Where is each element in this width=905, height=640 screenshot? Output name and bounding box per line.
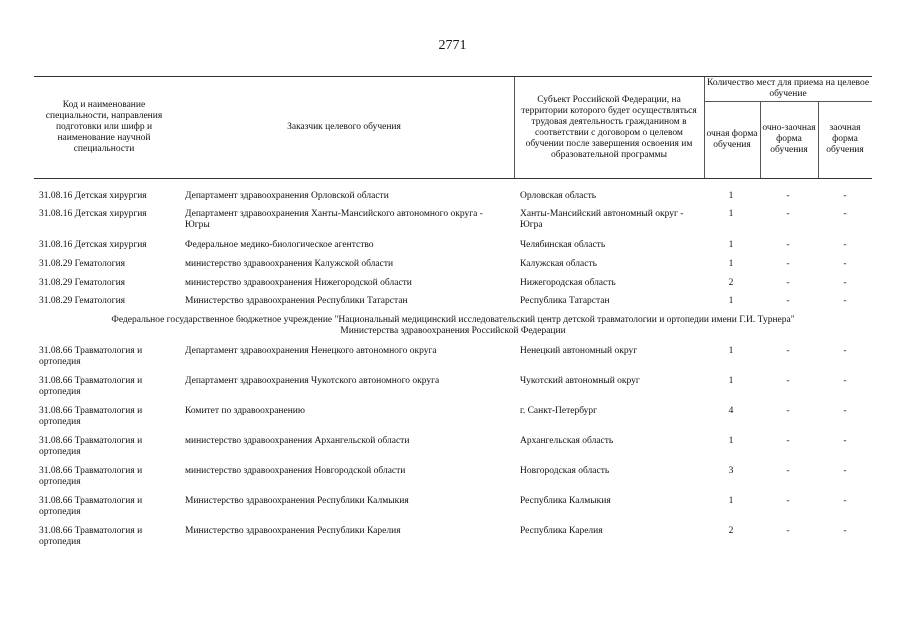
row-code: 31.08.29 Гематология [39, 296, 126, 306]
row-customer: министерство здравоохранения Архангельской области [185, 436, 410, 446]
row-customer: Департамент здравоохранения Чукотского автономного округа [185, 376, 440, 386]
row-part-time: - [786, 240, 790, 250]
row-part-time: - [786, 278, 790, 288]
row-correspondence: - [843, 191, 847, 201]
organization-line1: Федеральное государственное бюджетное учреждение "Национальный медицинский исследовательский центр детской травматологии и ортопедии имени Г.И. Турнера" [111, 315, 795, 325]
row-correspondence: - [843, 209, 847, 219]
divider [704, 77, 705, 178]
row-full-time: 4 [728, 406, 734, 416]
row-customer: министерство здравоохранения Новгородской области [185, 466, 406, 476]
row-part-time: - [786, 436, 790, 446]
row-code: 31.08.16 Детская хирургия [39, 240, 147, 250]
row-subject: Новгородская область [520, 466, 610, 476]
row-full-time: 3 [728, 466, 734, 476]
header-part-time: очно-заочная форма обучения [762, 123, 816, 155]
row-full-time: 1 [728, 191, 734, 201]
organization-line2: Министерства здравоохранения Российской Федерации [340, 326, 566, 336]
row-customer: Департамент здравоохранения Ханты-Мансийского автономного округа - Югры [185, 209, 483, 230]
row-subject: Нижегородская область [520, 278, 616, 288]
row-subject: Архангельская область [520, 436, 614, 446]
row-correspondence: - [843, 240, 847, 250]
row-part-time: - [786, 191, 790, 201]
row-code: 31.08.66 Травматология и ортопедия [39, 346, 143, 367]
row-full-time: 1 [728, 296, 734, 306]
row-customer: Министерство здравоохранения Республики Татарстан [185, 296, 408, 306]
row-correspondence: - [843, 436, 847, 446]
row-subject: Ненецкий автономный округ [520, 346, 638, 356]
divider [760, 101, 761, 178]
row-code: 31.08.66 Травматология и ортопедия [39, 496, 143, 517]
header-places: Количество мест для приема на целевое обучение [706, 78, 870, 99]
row-full-time: 2 [728, 526, 734, 536]
row-correspondence: - [843, 526, 847, 536]
header-code: Код и наименование специальности, направления подготовки или шифр и наименование научной специальности [45, 100, 163, 154]
row-part-time: - [786, 466, 790, 476]
row-subject: г. Санкт-Петербург [520, 406, 598, 416]
row-customer: Министерство здравоохранения Республики Калмыкия [185, 496, 409, 506]
header-correspondence: заочная форма обучения [826, 123, 864, 155]
row-part-time: - [786, 376, 790, 386]
row-subject: Орловская область [520, 191, 597, 201]
row-part-time: - [786, 296, 790, 306]
row-part-time: - [786, 209, 790, 219]
row-code: 31.08.66 Травматология и ортопедия [39, 376, 143, 397]
page-number: 2771 [438, 38, 467, 53]
row-full-time: 1 [728, 346, 734, 356]
header-subject: Субъект Российской Федерации, на территории которого будет осуществляться трудовая деятельность гражданином в соответствии с договором о целевом обучении после завершения освоения им образовательной программы [521, 94, 697, 160]
row-code: 31.08.66 Травматология и ортопедия [39, 436, 143, 457]
row-code: 31.08.66 Травматология и ортопедия [39, 406, 143, 427]
row-subject: Ханты-Мансийский автономный округ - Югра [520, 209, 684, 230]
row-correspondence: - [843, 346, 847, 356]
row-code: 31.08.66 Травматология и ортопедия [39, 466, 143, 487]
row-correspondence: - [843, 259, 847, 269]
divider [818, 101, 819, 178]
row-correspondence: - [843, 466, 847, 476]
row-code: 31.08.66 Травматология и ортопедия [39, 526, 143, 547]
divider [514, 77, 515, 178]
row-subject: Челябинская область [520, 240, 606, 250]
row-full-time: 1 [728, 376, 734, 386]
header-full-time: очная форма обучения [706, 128, 758, 150]
row-subject: Республика Карелия [520, 526, 603, 536]
row-correspondence: - [843, 296, 847, 306]
row-part-time: - [786, 496, 790, 506]
row-subject: Чукотский автономный округ [520, 376, 640, 386]
row-subject: Республика Калмыкия [520, 496, 611, 506]
row-full-time: 2 [728, 278, 734, 288]
row-customer: Департамент здравоохранения Ненецкого автономного округа [185, 346, 437, 356]
row-full-time: 1 [728, 240, 734, 250]
row-customer: министерство здравоохранения Калужской области [185, 259, 394, 269]
row-customer: Комитет по здравоохранению [185, 406, 305, 416]
row-full-time: 1 [728, 209, 734, 219]
row-customer: Федеральное медико-биологическое агентство [185, 240, 374, 250]
row-correspondence: - [843, 496, 847, 506]
row-correspondence: - [843, 278, 847, 288]
row-part-time: - [786, 346, 790, 356]
header-customer: Заказчик целевого обучения [287, 122, 401, 132]
row-customer: Департамент здравоохранения Орловской области [185, 191, 389, 201]
row-part-time: - [786, 526, 790, 536]
row-full-time: 1 [728, 496, 734, 506]
row-full-time: 1 [728, 259, 734, 269]
row-customer: министерство здравоохранения Нижегородской области [185, 278, 412, 288]
table-header [34, 76, 872, 179]
row-code: 31.08.16 Детская хирургия [39, 191, 147, 201]
row-part-time: - [786, 406, 790, 416]
row-code: 31.08.29 Гематология [39, 278, 126, 288]
row-code: 31.08.16 Детская хирургия [39, 209, 147, 219]
row-correspondence: - [843, 376, 847, 386]
row-subject: Калужская область [520, 259, 597, 269]
row-subject: Республика Татарстан [520, 296, 610, 306]
row-code: 31.08.29 Гематология [39, 259, 126, 269]
row-customer: Министерство здравоохранения Республики Карелия [185, 526, 401, 536]
row-correspondence: - [843, 406, 847, 416]
row-full-time: 1 [728, 436, 734, 446]
row-part-time: - [786, 259, 790, 269]
